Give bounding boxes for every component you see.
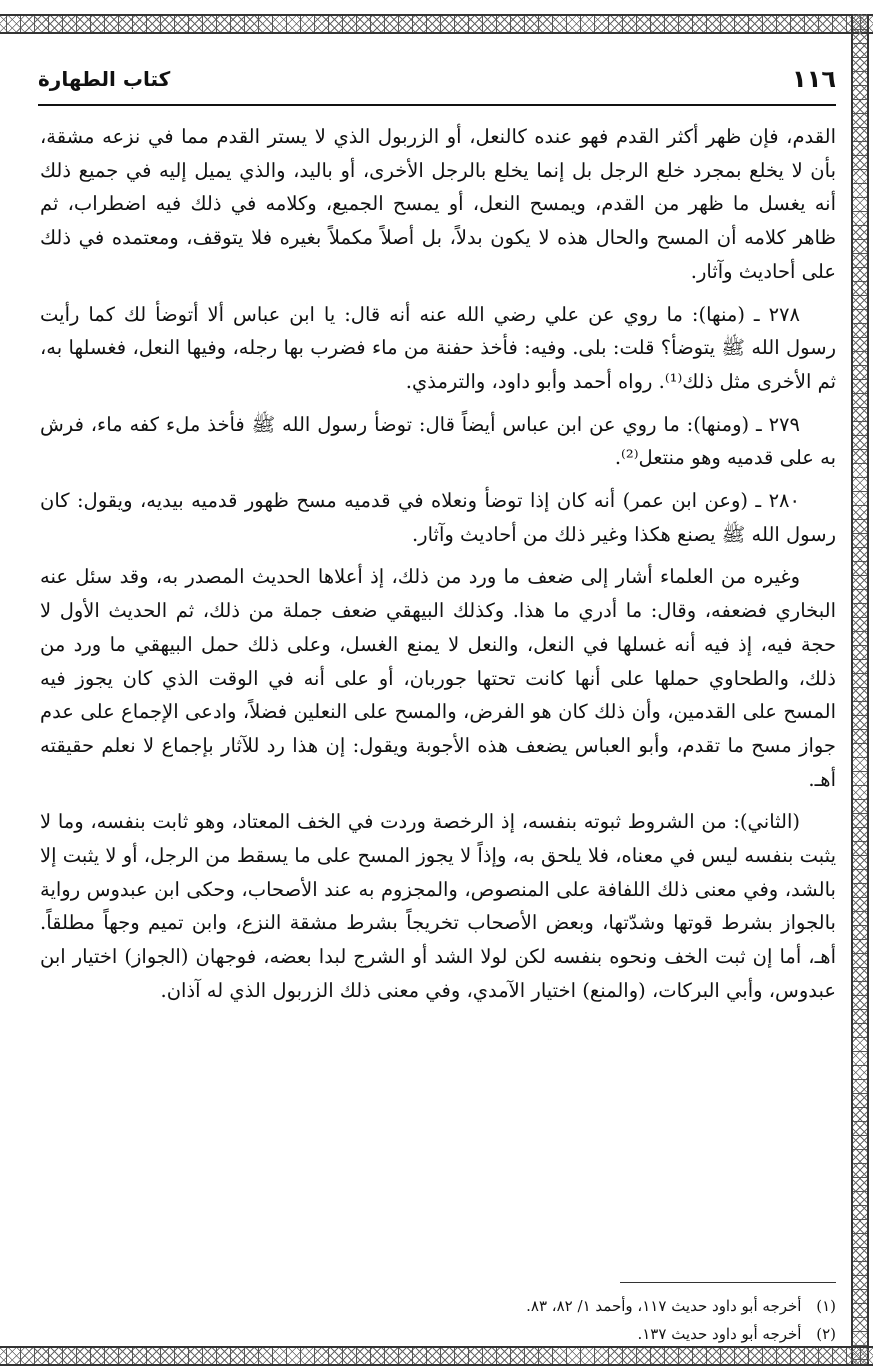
header-divider bbox=[38, 104, 836, 106]
top-ornamental-border bbox=[0, 14, 873, 34]
bottom-ornamental-border bbox=[0, 1346, 873, 1366]
footnotes bbox=[40, 1292, 836, 1348]
right-ornamental-border bbox=[851, 14, 869, 1366]
main-text bbox=[40, 120, 836, 1017]
paragraph: ٢٨٠ ـ (وعن ابن عمر) أنه كان إذا توضأ ونعلاه في قدميه مسح ظهور قدميه بيديه، ويقول: كان رسول الله ﷺ يصنع هكذا وغير ذلك من أحاديث وآثار. bbox=[40, 489, 836, 546]
footnote-divider bbox=[620, 1282, 836, 1283]
footnote-number: (٢) bbox=[816, 1325, 836, 1343]
footnote-item bbox=[40, 1292, 836, 1320]
footnote-item bbox=[40, 1320, 836, 1348]
footnote-text: أخرجه أبو داود حديث ١٣٧. bbox=[637, 1325, 802, 1343]
page-number: ١١٦ bbox=[792, 65, 836, 93]
footnote-text: أخرجه أبو داود حديث ١١٧، وأحمد ١/ ٨٢، ٨٣. bbox=[526, 1297, 802, 1315]
paragraph: ٢٧٨ ـ (منها): ما روي عن علي رضي الله عنه أنه قال: يا ابن عباس ألا أتوضأ لك كما رأيت رسول الله ﷺ يتوضأ؟ قلت: بلى. وفيه: فأخذ حفنة من ماء فضرب بها رجله، وفيها النعل، فغسلها به، ثم الأخرى مثل ذلك⁽¹⁾. رواه أحمد وأبو داود، والترمذي. bbox=[40, 302, 836, 393]
paragraph: ٢٧٩ ـ (ومنها): ما روي عن ابن عباس أيضاً قال: توضأ رسول الله ﷺ فأخذ ملء كفه ماء، فرش به على قدميه وهو منتعل⁽²⁾. bbox=[40, 412, 836, 470]
footnote-number: (١) bbox=[816, 1297, 836, 1315]
book-title: كتاب الطهارة bbox=[38, 67, 171, 91]
page-header bbox=[38, 62, 836, 96]
paragraph: (الثاني): من الشروط ثبوته بنفسه، إذ الرخصة وردت في الخف المعتاد، وهو ثابت بنفسه، وما لا يثبت بنفسه ليس في معناه، فلا يلحق به، وإذاً لا يجوز المسح على ما يسقط من الرجل، أو لا يثبت إلا بالشد، وفي معنى ذلك اللفافة على المنصوص، والمجزوم به عند الأصحاب، وحكى ابن عبدوس رواية بالجواز بشرط قوتها وشدّتها، وبعض الأصحاب تخريجاً بشرط مشقة النزع، وابن تميم وجهاً مطلقاً. أهـ، أما إن ثبت الخف ونحوه بنفسه لكن لولا الشد أو الشرج لبدا بعضه، فوجهان (الجواز) اختيار ابن عبدوس، وأبي البركات، (والمنع) اختيار الآمدي، وفي معنى ذلك الزربول الذي له آذان. bbox=[40, 810, 836, 1002]
paragraph: وغيره من العلماء أشار إلى ضعف ما ورد من ذلك، إذ أعلاها الحديث المصدر به، وقد سئل عنه البخاري فضعفه، وقال: ما أدري ما هذا. وكذلك البيهقي ضعف جملة من ذلك، ثم الحديث الأول لا حجة فيه، إذ فيه أنه غسلها في النعل، والنعل لا يمنع الغسل، وعلى ذلك حمل البيهقي ما ورد من ذلك، والطحاوي حملها على أنها كانت تحتها جوربان، أو على أنه في الوقت الذي كان يجوز فيه المسح على القدمين، وأن ذلك كان هو الفرض، والمسح على النعلين فضلاً، وادعى الإجماع على عدم جواز مسح ما تقدم، وأبو العباس يضعف هذه الأجوبة ويقول: إن هذا رد للآثار بإجماع لا نعلم حقيقته أهـ. bbox=[40, 565, 836, 791]
paragraph: القدم، فإن ظهر أكثر القدم فهو عنده كالنعل، أو الزربول الذي لا يستر القدم مما في نزعه مشقة، بأن لا يخلع بمجرد خلع الرجل بل إنما يخلع بالرجل الأخرى، أو باليد، والذي يميل إليه في جميع ذلك أنه يغسل ما ظهر من القدم، ويمسح النعل، أو يمسح الجميع، وكلامه في ذلك فيه اضطراب، ثم ظاهر كلامه أن المسح والحال هذه لا يكون بدلاً، بل أصلاً مكملاً بغيره فلا يتوقف، ومعتمده في ذلك على أحاديث وآثار. bbox=[40, 125, 836, 283]
